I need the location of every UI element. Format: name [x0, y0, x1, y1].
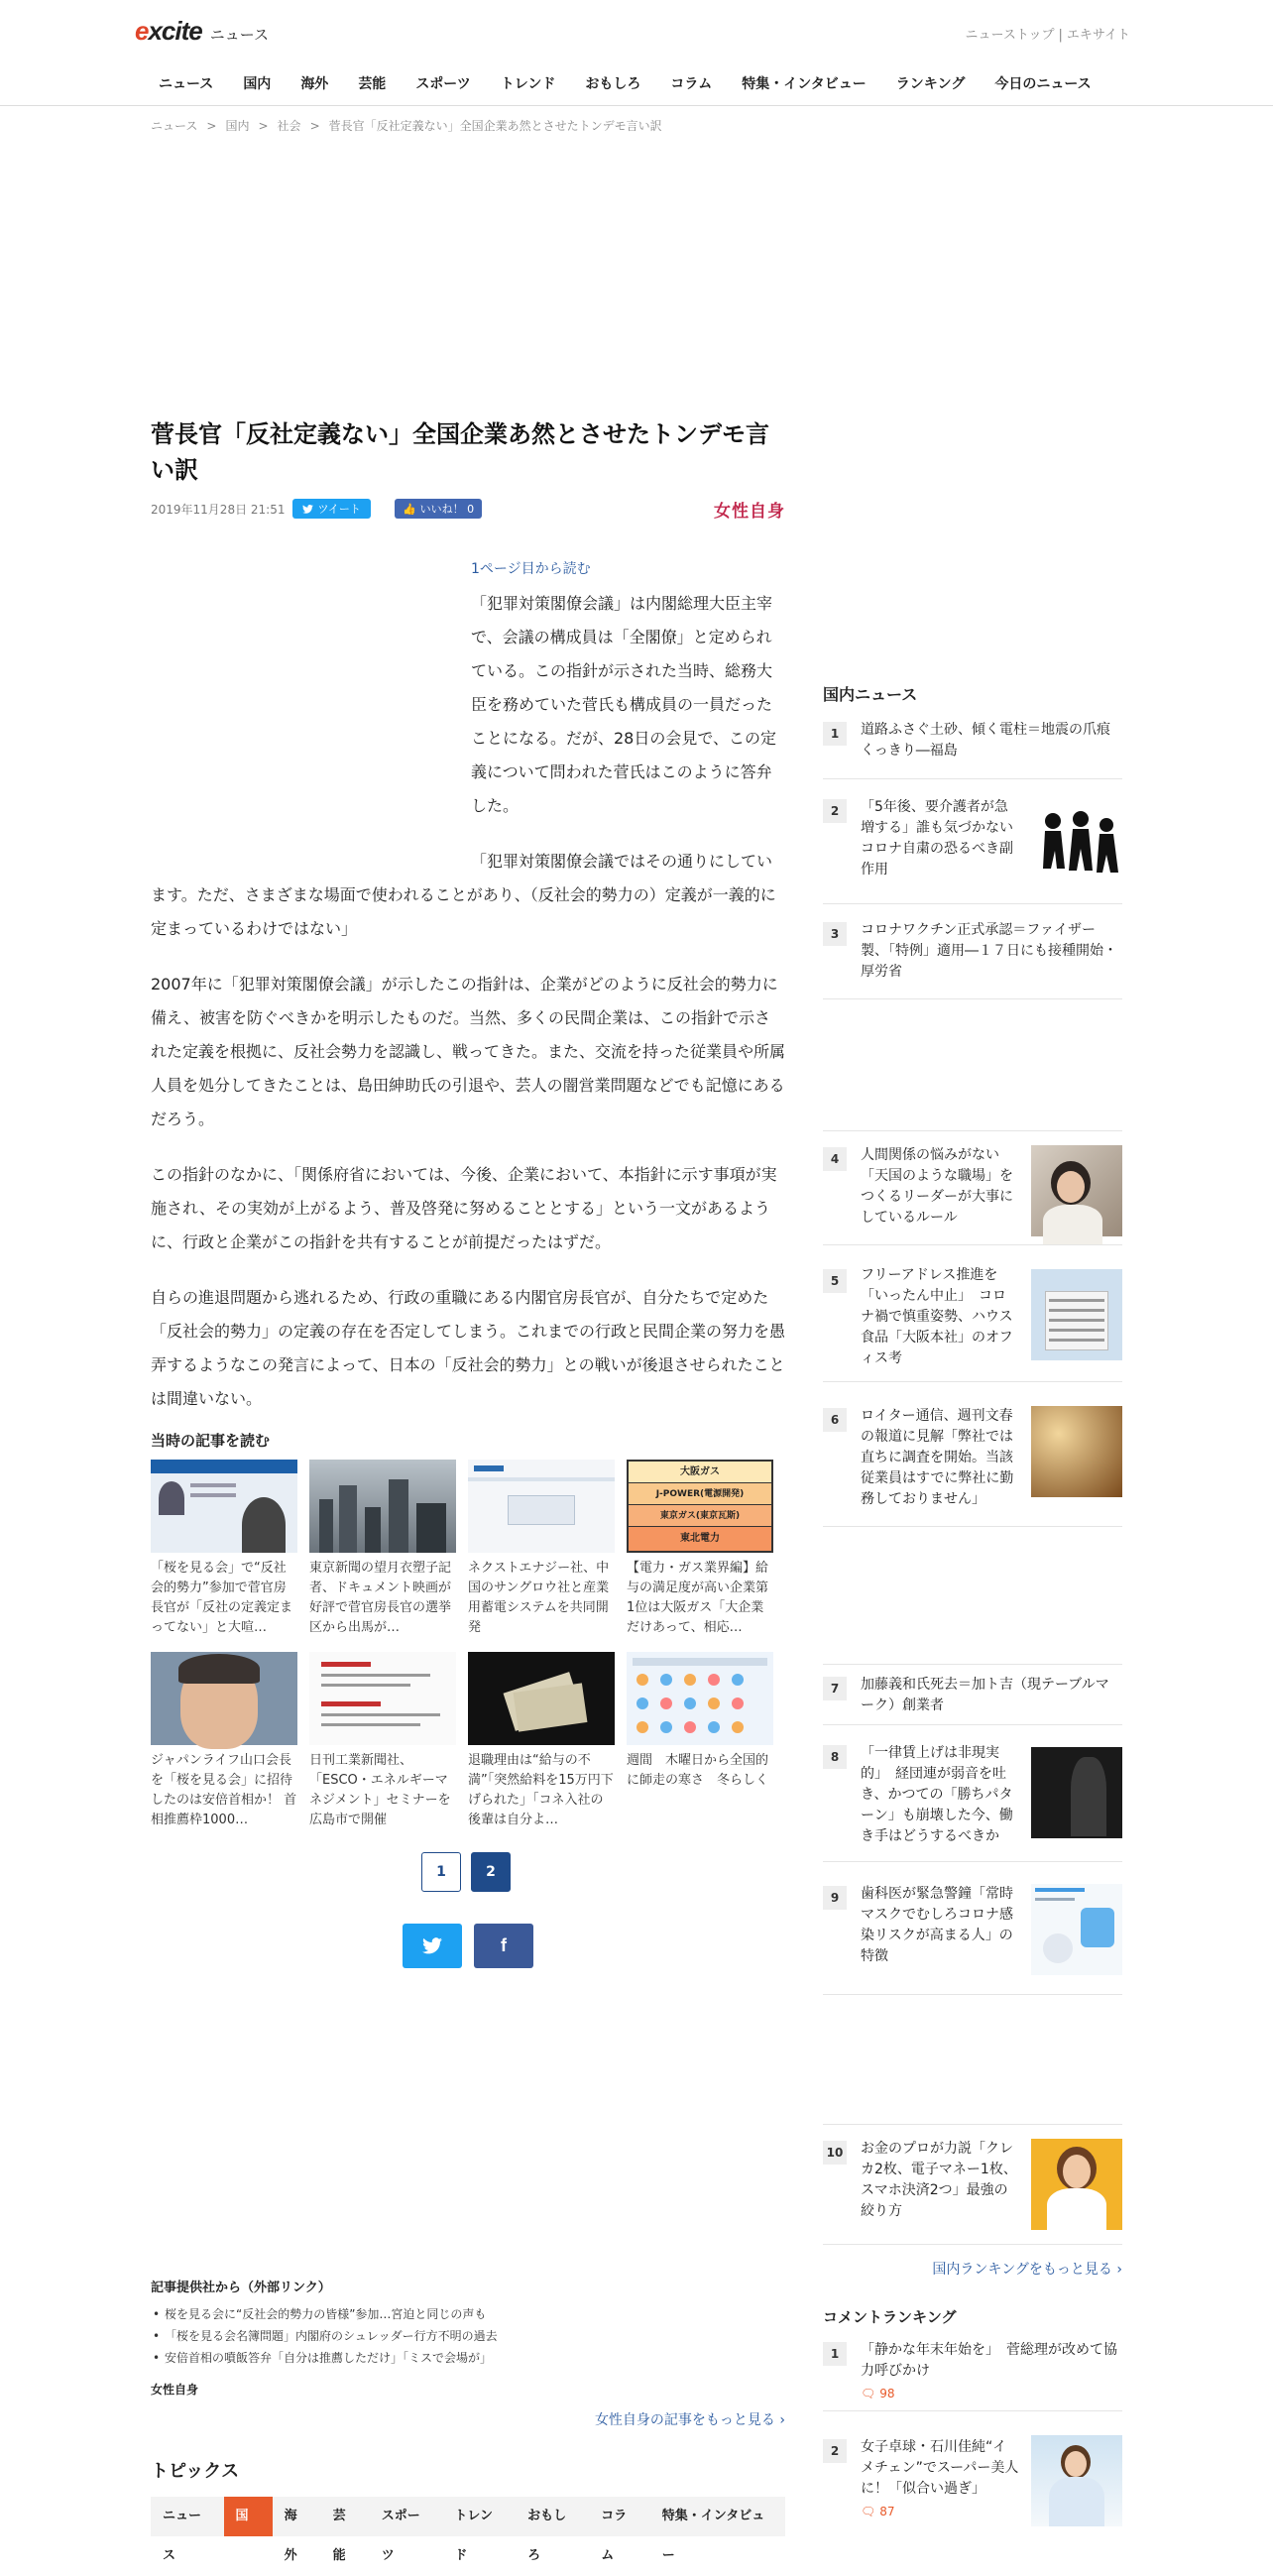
- rank-thumb: [1031, 2139, 1122, 2230]
- related-text: 【電力・ガス業界編】給与の満足度が高い企業第1位は大阪ガス「大企業だけあって、相応…: [627, 1561, 769, 1635]
- ranking-item[interactable]: [823, 793, 1122, 904]
- rank-text: [861, 2437, 1019, 2522]
- site-header: [0, 0, 1273, 106]
- external-link[interactable]: • 桜を見る会に“反社会的勢力の皆様”参加…宮迫と同じの声も: [151, 2303, 785, 2325]
- article-title: 菅長官「反社定義ない」全国企業あ然とさせたトンデモ言い訳: [151, 420, 769, 484]
- tweet-label: ツイート: [317, 503, 361, 516]
- article-date: 2019年11月28日 21:51: [151, 502, 286, 517]
- rank-number: 1: [823, 722, 847, 746]
- rank-text: 歯科医が緊急警鐘「常時マスクでむしろコロナ感染リスクが高まる人」の特徴: [861, 1886, 1013, 1964]
- rank-thumb: [1031, 1406, 1122, 1497]
- article-meta: [151, 498, 785, 520]
- topic-tab[interactable]: コラム: [601, 2509, 628, 2563]
- ranking-item[interactable]: [823, 1398, 1122, 1527]
- related-item[interactable]: [627, 1652, 773, 1830]
- comment-title: 「静かな年末年始を」 菅総理が改めて協力呼びかけ: [861, 2342, 1117, 2379]
- rank-thumb: [1031, 1269, 1122, 1360]
- elderly-silhouette-icon: [1031, 799, 1122, 890]
- rank-number: 10: [823, 2141, 847, 2165]
- chevron-right-icon: ›: [1116, 2262, 1122, 2278]
- ranking-item[interactable]: [823, 916, 1122, 999]
- page-2-button[interactable]: 2: [471, 1852, 511, 1892]
- comment-icon: 🗨: [861, 2387, 876, 2400]
- related-text: 東京新聞の望月衣塑子記者、ドキュメント映画が好評で菅官房長官の選挙区から出馬が…: [309, 1561, 452, 1635]
- breadcrumb: ニュース > 国内 > 社会 > 菅長官「反社定義ない」全国企業あ然とさせたトンデモ言い訳: [151, 119, 662, 133]
- twitter-bird-icon: [302, 505, 313, 514]
- nav-ranking[interactable]: ランキング: [895, 76, 966, 92]
- rank-text: ロイター通信、週刊文春の報道に見解「弊社では直ちに調査を開始。当該従業員はすでに弊社に勤務しておりません」: [861, 1408, 1014, 1507]
- paragraph-4: この指針のなかに、「関係府省においては、今後、企業において、本指針に示す事項が実施され、その実効が上がるよう、普及啓発に努めることとする」という一文があるように、行政と企業がこの指針を共有することが前提だったはずだ。: [151, 1165, 777, 1251]
- related-thumb: [309, 1652, 456, 1745]
- related-thumb: [151, 1652, 297, 1745]
- twitter-icon: [422, 1937, 442, 1954]
- share-facebook-button[interactable]: [474, 1924, 533, 1968]
- global-nav: [144, 69, 1106, 99]
- more-ranking-label: 国内ランキングをもっと見る: [932, 2262, 1112, 2278]
- related-item[interactable]: [468, 1652, 615, 1830]
- nav-entertainment[interactable]: 芸能: [358, 76, 387, 92]
- external-title: 記事提供社から（外部リンク）: [151, 2281, 331, 2295]
- nav-feature[interactable]: 特集・インタビュー: [742, 76, 867, 92]
- breadcrumb-society[interactable]: 社会: [277, 119, 301, 133]
- rank-text: 人間関係の悩みがない「天国のような職場」をつくるリーダーが大事にしているルール: [861, 1147, 1013, 1226]
- rank-text: [861, 2340, 1122, 2404]
- tweet-button[interactable]: [292, 499, 370, 519]
- comment-title: 女子卓球・石川佳純“イメチェン”でスーパー美人に！「似合い過ぎ」: [861, 2439, 1019, 2497]
- chevron-right-icon: ›: [779, 2412, 785, 2428]
- rank-text: フリーアドレス推進を「いったん中止」 コロナ禍で慎重姿勢、ハウス食品「大阪本社」のオフィス考: [861, 1267, 1013, 1366]
- logo-text: xcite: [148, 16, 202, 46]
- excite-logo: excite: [135, 16, 202, 46]
- share-buttons: [403, 1924, 533, 1968]
- external-source: 女性自身: [151, 2383, 199, 2397]
- related-text: 退職理由は“給与の不満”「突然給料を15万円下げられた」「コネ入社の後輩は自分よ…: [468, 1753, 614, 1827]
- more-source-articles-link[interactable]: [595, 2409, 785, 2429]
- nav-column[interactable]: コラム: [670, 76, 713, 92]
- gas-label-4: 東北電力: [629, 1527, 771, 1551]
- ranking-item[interactable]: [823, 2124, 1122, 2245]
- sidebar-title: 国内ニュース: [823, 685, 918, 704]
- comment-count: [861, 2384, 1122, 2404]
- thumbs-up-icon: 👍: [402, 502, 416, 516]
- topics-tabs: [151, 2497, 785, 2563]
- nav-trend[interactable]: トレンド: [500, 76, 556, 92]
- comment-ranking-item[interactable]: [823, 2423, 1122, 2546]
- ranking-item[interactable]: [823, 1664, 1122, 1725]
- rank-thumb: [1031, 2435, 1122, 2526]
- rank-text: 「5年後、要介護者が急増する」誰も気づかないコロナ自粛の恐るべき副作用: [861, 799, 1013, 878]
- page-1-button[interactable]: 1: [421, 1852, 461, 1892]
- related-grid: [151, 1460, 785, 1830]
- related-item[interactable]: [627, 1460, 773, 1638]
- related-thumb: [151, 1460, 297, 1553]
- rank-text: コロナワクチン正式承認＝ファイザー製、「特例」適用―１７日にも接種開始・厚労省: [861, 922, 1117, 980]
- rank-thumb: [1031, 1145, 1122, 1236]
- rank-thumb: [1031, 1747, 1122, 1838]
- related-thumb: [627, 1652, 773, 1745]
- nav-news[interactable]: ニュース: [159, 76, 214, 92]
- topic-tab[interactable]: トレンド: [454, 2509, 494, 2563]
- rank-number: 2: [823, 2439, 847, 2463]
- rank-number: 5: [823, 1269, 847, 1293]
- rank-number: 2: [823, 799, 847, 823]
- comment-icon: 🗨: [861, 2505, 876, 2518]
- comment-count-value: 87: [879, 2505, 895, 2518]
- topic-tab-active[interactable]: 国内: [224, 2497, 273, 2536]
- gas-label-3: 東京ガス(東京瓦斯): [629, 1505, 771, 1527]
- first-page-link[interactable]: 1ページ目から読む: [471, 561, 591, 577]
- external-list: [151, 2303, 785, 2369]
- logo-sub: ニュース: [209, 26, 269, 44]
- rank-number: 9: [823, 1886, 847, 1910]
- related-thumb: [627, 1460, 773, 1553]
- like-label: いいね！ 0: [419, 503, 475, 516]
- more-source-label: 女性自身の記事をもっと見る: [594, 2412, 775, 2428]
- related-text: 「桜を見る会」で“反社会的勢力”参加で菅官房長官が「反社の定義定まってない」と大喧…: [151, 1561, 293, 1635]
- rank-number: 6: [823, 1408, 847, 1432]
- nav-sports[interactable]: スポーツ: [415, 76, 471, 92]
- facebook-icon: f: [501, 1935, 507, 1955]
- article-header: [151, 416, 785, 520]
- excite-link[interactable]: エキサイト: [1066, 28, 1130, 43]
- comment-ranking-title: コメントランキング: [823, 2308, 957, 2326]
- related-text: 週間 木曜日から全国的に師走の寒さ 冬らしく: [627, 1753, 769, 1788]
- related-title: 当時の記事を読む: [151, 1432, 271, 1450]
- more-ranking-link[interactable]: [932, 2259, 1122, 2279]
- gas-label-1: 大阪ガス: [629, 1462, 771, 1483]
- paragraph-5: 自らの進退問題から逃れるため、行政の重職にある内閣官房長官が、自分たちで定めた「反社会的勢力」の定義の存在を否定してしまう。これまでの行政と民間企業の努力を愚弄するようなこの発言によって、日本の「反社会的勢力」との戦いが後退させられたことは間違いない。: [151, 1288, 786, 1408]
- rank-thumb: [1031, 799, 1122, 890]
- related-text: ジャパンライフ山口会長を「桜を見る会」に招待したのは安倍首相か！ 首相推薦枠1000…: [151, 1753, 297, 1827]
- topic-tab[interactable]: 特集・インタビュー: [661, 2509, 765, 2563]
- nav-funny[interactable]: おもしろ: [585, 76, 641, 92]
- comment-count-value: 98: [879, 2387, 895, 2400]
- ranking-item[interactable]: [823, 714, 1122, 779]
- related-thumb: [309, 1460, 456, 1553]
- gas-label-2: J-POWER(電源開発): [629, 1483, 771, 1505]
- ranking-item[interactable]: [823, 1257, 1122, 1382]
- related-item[interactable]: [151, 1460, 297, 1638]
- ranking-item[interactable]: [823, 1130, 1122, 1245]
- site-logo[interactable]: [135, 16, 269, 47]
- comment-count: [861, 2502, 1019, 2522]
- related-item[interactable]: [309, 1652, 456, 1830]
- paragraph-3: 2007年に「犯罪対策閣僚会議」が示したこの指針は、企業がどのように反社会的勢力に備え、被害を防ぐべきかを明示したものだ。当然、多くの民間企業は、この指針で示された定義を根拠に、反社会勢力を認識し、戦ってきた。また、交流を持った従業員や所属人員を処分してきたことは、島田紳助氏の引退や、芸人の闇営業問題などでも記憶にあるだろう。: [151, 975, 786, 1128]
- rank-number: 7: [823, 1677, 847, 1700]
- related-thumb: [468, 1460, 615, 1553]
- nav-world[interactable]: 海外: [300, 76, 329, 92]
- topic-tab[interactable]: 芸能: [332, 2509, 346, 2563]
- article-body: [151, 587, 785, 1438]
- rank-text: 道路ふさぐ土砂、傾く電柱＝地震の爪痕くっきり―福島: [861, 722, 1110, 759]
- comment-ranking-item[interactable]: [823, 2336, 1122, 2411]
- topic-tab[interactable]: ニュース: [163, 2509, 202, 2563]
- news-top-link[interactable]: ニューストップ: [965, 28, 1055, 43]
- external-link[interactable]: • 「桜を見る会名簿問題」内閣府のシュレッダー行方不明の過去: [151, 2325, 785, 2347]
- like-button[interactable]: [395, 499, 482, 519]
- related-item[interactable]: [309, 1460, 456, 1638]
- topic-tab[interactable]: スポーツ: [381, 2509, 420, 2563]
- rank-number: 3: [823, 922, 847, 946]
- related-text: 日刊工業新聞社、「ESCO・エネルギーマネジメント」セミナーを広島市で開催: [309, 1753, 451, 1827]
- rank-number: 4: [823, 1147, 847, 1171]
- topic-tab[interactable]: おもしろ: [527, 2509, 567, 2563]
- rank-number: 1: [823, 2342, 847, 2366]
- breadcrumb-current: 菅長官「反社定義ない」全国企業あ然とさせたトンデモ言い訳: [328, 119, 662, 133]
- related-thumb: [468, 1652, 615, 1745]
- related-text: ネクストエナジー社、中国のサングロウ社と産業用蓄電システムを共同開発: [468, 1561, 610, 1635]
- topics-title: トピックス: [151, 2461, 240, 2482]
- rank-text: 加藤義和氏死去＝加ト吉（現テーブルマーク）創業者: [861, 1677, 1109, 1713]
- ranking-item[interactable]: [823, 1737, 1122, 1862]
- pagination: [421, 1852, 511, 1892]
- rank-number: 8: [823, 1745, 847, 1769]
- external-links: [151, 2277, 785, 2398]
- related-item[interactable]: [151, 1652, 297, 1830]
- header-links: ニューストップ | エキサイト: [965, 28, 1130, 43]
- paragraph-2: 「犯罪対策閣僚会議ではその通りにしています。ただ、さまざまな場面で使われることがあり、（反社会的勢力の）定義が一義的に定まっているわけではない」: [151, 852, 776, 938]
- topic-tab[interactable]: 海外: [284, 2509, 297, 2563]
- ranking-item[interactable]: [823, 1874, 1122, 1995]
- rank-thumb: [1031, 1884, 1122, 1975]
- source-logo[interactable]: 女性自身: [714, 501, 785, 522]
- breadcrumb-domestic[interactable]: 国内: [225, 119, 250, 133]
- rank-text: お金のプロが力説「クレカ2枚、電子マネー1枚、スマホ決済2つ」最強の絞り方: [861, 2141, 1017, 2219]
- related-item[interactable]: [468, 1460, 615, 1638]
- paragraph-1: 「犯罪対策閣僚会議」は内閣総理大臣主宰で、会議の構成員は「全閣僚」と定められている。この指針が示された当時、総務大臣を務めていた菅氏も構成員の一員だったことになる。だが、28日の会見で、この定義について問われた菅氏はこのように答弁した。: [471, 594, 777, 815]
- external-link[interactable]: • 安倍首相の噴飯答弁「自分は推薦しただけ」「ミスで会場が」: [151, 2347, 785, 2369]
- rank-text: 「一律賃上げは非現実的」 経団連が弱音を吐き、かつての「勝ちパターン」も崩壊した今、働き手はどうするべきか: [861, 1745, 1013, 1844]
- breadcrumb-news[interactable]: ニュース: [151, 119, 198, 133]
- share-twitter-button[interactable]: [403, 1924, 462, 1968]
- nav-today[interactable]: 今日のニュース: [994, 76, 1092, 92]
- nav-domestic[interactable]: 国内: [243, 76, 272, 92]
